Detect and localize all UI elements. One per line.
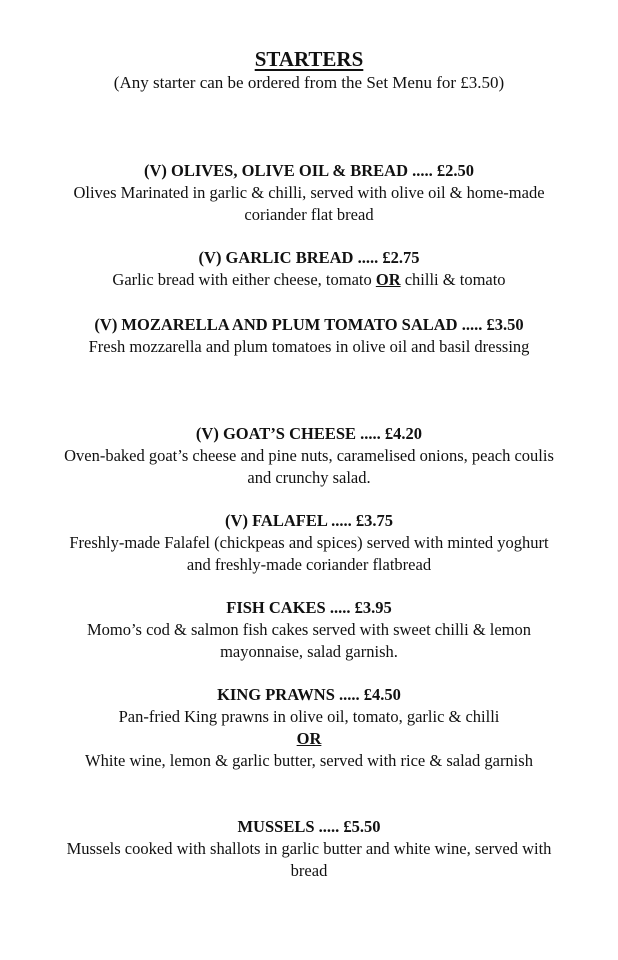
- menu-item-title: FISH CAKES ..... £3.95: [226, 598, 392, 617]
- menu-item-description: Pan-fried King prawns in olive oil, tomato, garlic & chilli: [118, 707, 500, 726]
- menu-item-description: [60, 269, 558, 291]
- menu-item-title: (V) MOZARELLA AND PLUM TOMATO SALAD ..... £3.50: [94, 315, 524, 334]
- menu-item-title: (V) GOAT’S CHEESE ..... £4.20: [195, 424, 423, 443]
- menu-item-title: (V) OLIVES, OLIVE OIL & BREAD ..... £2.50: [143, 161, 475, 180]
- or-text: OR: [375, 270, 401, 289]
- or-text: OR: [296, 729, 322, 748]
- menu-item-fish-cakes: [60, 597, 558, 663]
- menu-item-mozzarella-salad: [60, 314, 558, 358]
- menu-item-description-alt: White wine, lemon & garlic butter, served with rice & salad garnish: [85, 751, 533, 770]
- menu-item-description: Momo’s cod & salmon fish cakes served with sweet chilli & lemon mayonnaise, salad garnish.: [86, 620, 532, 661]
- menu-item-title: (V) FALAFEL ..... £3.75: [225, 511, 393, 530]
- menu-item-falafel: [60, 510, 558, 576]
- menu-item-description: Fresh mozzarella and plum tomatoes in olive oil and basil dressing: [88, 337, 530, 356]
- menu-item-goats-cheese: [60, 423, 558, 489]
- menu-item-title: KING PRAWNS ..... £4.50: [217, 685, 401, 704]
- menu-item-title: (V) GARLIC BREAD ..... £2.75: [198, 248, 420, 267]
- menu-item-description: Mussels cooked with shallots in garlic butter and white wine, served with bread: [66, 839, 552, 880]
- menu-item-title: MUSSELS ..... £5.50: [237, 817, 381, 836]
- page-subtitle: (Any starter can be ordered from the Set Menu for £3.50): [113, 73, 505, 92]
- menu-item-olives: [60, 160, 558, 226]
- page-title: STARTERS: [254, 47, 364, 71]
- menu-item-king-prawns: [60, 684, 558, 772]
- menu-item-description: Oven-baked goat’s cheese and pine nuts, caramelised onions, peach coulis and crunchy salad.: [64, 446, 554, 487]
- menu-item-mussels: [60, 816, 558, 882]
- menu-item-description: Olives Marinated in garlic & chilli, served with olive oil & home-made coriander flat bread: [73, 183, 545, 224]
- menu-item-description-part: chilli & tomato: [400, 270, 506, 289]
- menu-item-description: Freshly-made Falafel (chickpeas and spices) served with minted yoghurt and freshly-made coriander flatbread: [69, 533, 549, 574]
- menu-item-description-part: Garlic bread with either cheese, tomato: [112, 270, 376, 289]
- menu-item-garlic-bread: [60, 247, 558, 291]
